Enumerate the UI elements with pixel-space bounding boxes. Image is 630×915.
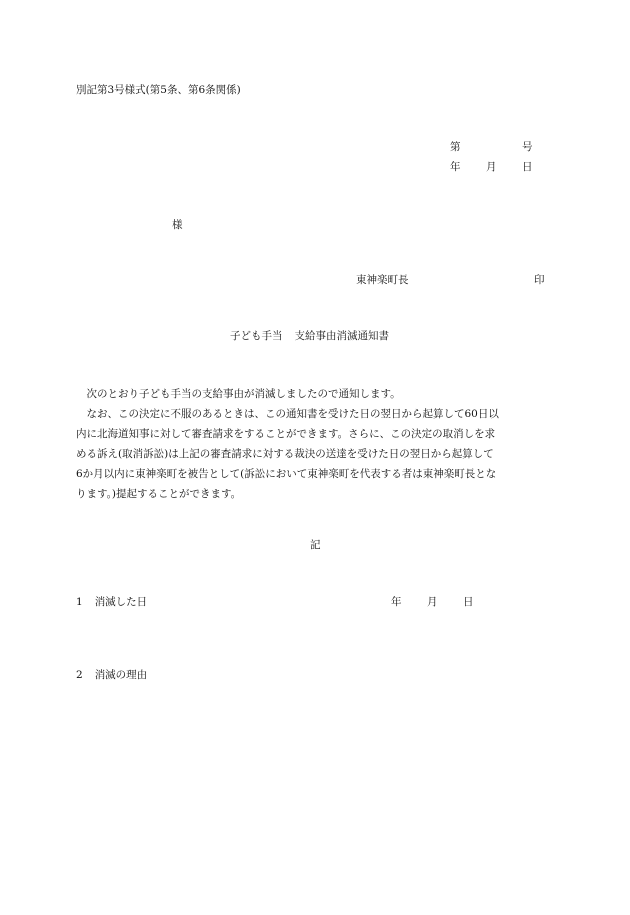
item-2-label xyxy=(76,670,147,681)
item-1-label xyxy=(76,597,147,608)
notice-paragraph-2-line: 6か月以内に東神楽町を被告として(訴訟において東神楽町を代表する者は東神楽町長とな xyxy=(76,468,497,480)
issuer-name: 東神楽町長 xyxy=(356,274,409,286)
document-title xyxy=(230,331,389,342)
notice-paragraph-1: 次のとおり子ども手当の支給事由が消滅しましたので通知します。 xyxy=(86,388,401,400)
notice-body xyxy=(76,384,546,504)
seal-mark: 印 xyxy=(534,274,545,286)
item-2-text: 消滅の理由 xyxy=(94,669,148,681)
ki-heading: 記 xyxy=(310,539,321,551)
notice-paragraph-2 xyxy=(76,404,546,504)
document-date-year: 年 xyxy=(450,161,461,173)
item-1-number: 1 xyxy=(76,596,83,608)
document-date-month: 月 xyxy=(486,161,497,173)
item-1-date-day: 日 xyxy=(463,596,474,608)
notice-paragraph-2-line: める訴え(取消訴訟)は上記の審査請求に対する裁決の送達を受けた日の翌日から起算して xyxy=(76,448,494,460)
document-title-part2: 支給事由消滅通知書 xyxy=(294,330,389,342)
notice-paragraph-2-line: なお、この決定に不服のあるときは、この通知書を受けた日の翌日から起算して60日以 xyxy=(86,408,499,420)
addressee-honorific: 様 xyxy=(172,219,183,231)
item-2-number: 2 xyxy=(76,669,83,681)
document-number-suffix: 号 xyxy=(522,141,533,153)
item-1-date-month: 月 xyxy=(427,596,438,608)
document-date-day: 日 xyxy=(522,161,533,173)
item-1-date-year: 年 xyxy=(391,596,402,608)
item-1-text: 消滅した日 xyxy=(94,596,148,608)
form-label: 別記第3号様式(第5条、第6条関係) xyxy=(76,84,241,96)
notice-paragraph-2-line: ります。)提起することができます。 xyxy=(76,488,242,500)
document-number-prefix: 第 xyxy=(450,141,461,153)
notice-paragraph-2-line: 内に北海道知事に対して審査請求をすることができます。さらに、この決定の取消しを求 xyxy=(76,428,496,440)
document-title-part1: 子ども手当 xyxy=(230,330,283,342)
